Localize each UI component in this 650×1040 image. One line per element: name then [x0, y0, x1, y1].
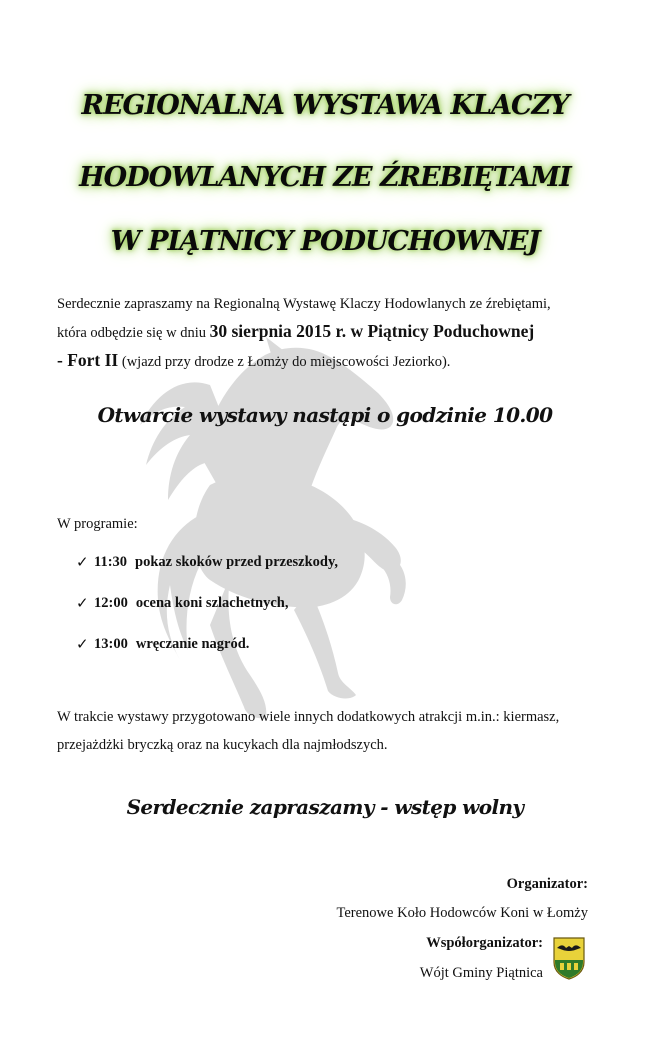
- intro-paragraph: [57, 291, 602, 376]
- intro-line-3: [57, 347, 602, 376]
- event-date-place: 30 sierpnia 2015 r. w Piątnicy Poduchownej: [209, 321, 535, 341]
- program-item: [76, 595, 338, 636]
- program-activity: wręczanie nagród.: [135, 636, 250, 652]
- program-list: [76, 554, 338, 677]
- program-activity: pokaz skoków przed przeszkody,: [135, 554, 339, 570]
- attractions-paragraph: [57, 703, 617, 759]
- title-line-2: HODOWLANYCH ZE ŹREBIĘTAMI: [79, 162, 571, 193]
- program-item: [76, 554, 338, 595]
- co-organizer-name: Wójt Gminy Piątnica: [419, 965, 543, 981]
- program-title: W programie:: [57, 516, 138, 532]
- program-time: 12:00: [94, 595, 128, 611]
- program-activity: ocena koni szlachetnych,: [135, 595, 289, 611]
- venue-directions: (wjazd przy drodze z Łomży do miejscowości Jeziorko).: [118, 354, 451, 370]
- intro-line-1: Serdecznie zapraszamy na Regionalną Wystawę Klaczy Hodowlanych ze źrebiętami,: [57, 296, 551, 312]
- program-time: 11:30: [94, 554, 128, 570]
- closing-invitation: Serdecznie zapraszamy - wstęp wolny: [126, 795, 524, 819]
- organizer-name: Terenowe Koło Hodowców Koni w Łomży: [336, 905, 588, 921]
- title-line-1: REGIONALNA WYSTAWA KLACZY: [81, 90, 569, 121]
- coat-of-arms-icon: [552, 936, 586, 980]
- opening-time: Otwarcie wystawy nastąpi o godzinie 10.00: [97, 403, 553, 427]
- intro-line-2-prefix: która odbędzie się w dniu: [57, 325, 210, 341]
- check-icon: ✓: [76, 637, 89, 653]
- attractions-line-1: W trakcie wystawy przygotowano wiele innych dodatkowych atrakcji m.in.: kiermasz,: [57, 709, 560, 725]
- event-venue: - Fort II: [57, 350, 119, 370]
- title-line-3: W PIĄTNICY PODUCHOWNEJ: [110, 226, 540, 257]
- intro-line-2: [57, 318, 602, 347]
- program-time: 13:00: [94, 636, 128, 652]
- check-icon: ✓: [76, 555, 89, 571]
- co-organizer-label: Współorganizator:: [426, 935, 543, 951]
- check-icon: ✓: [76, 596, 89, 612]
- organizer-label: Organizator:: [506, 876, 588, 892]
- attractions-line-2: przejażdżki bryczką oraz na kucykach dla najmłodszych.: [57, 737, 388, 753]
- program-item: [76, 636, 338, 677]
